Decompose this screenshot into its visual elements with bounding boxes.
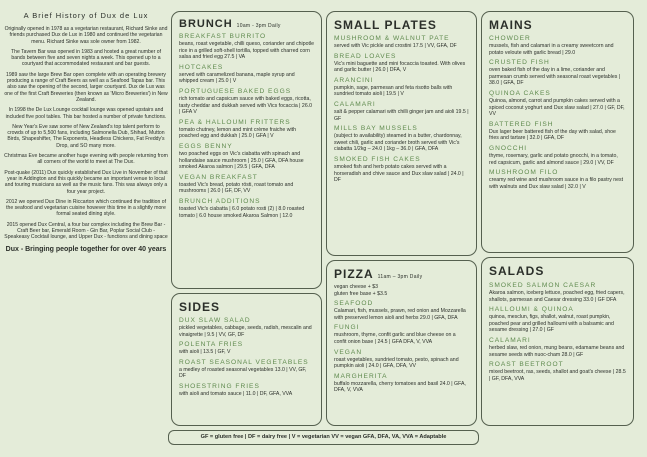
menu-item: CHOWDER mussels, fish and calamari in a creamy sweetcorn and potato veloute with garlic bread | 29.0 [489, 35, 614, 56]
brunch-section [171, 11, 322, 289]
history-paragraph: New Year's Eve saw some of New Zealand's top talent perform to crowds of up to 5,500 fans, including Salmonella Dub, Shihad, Mutton Birds, Shapeshifter, The Exponents, Headless Chickens, Fat Freddy's Drop, and SO many more. [7, 123, 165, 149]
history-footer: Dux - Bringing people together for over 40 years [5, 245, 167, 253]
history-panel [4, 6, 168, 450]
menu-item: MARGHERITA buffalo mozzarella, cherry tomatoes and basil 24.0 | GFA, DFA, V, VVA [334, 372, 466, 394]
menu-item: QUINOA CAKES Quinoa, almond, carrot and pumpkin cakes served with a spiced coconut yoghurt and Dux slaw salad | 27.0 | GF, DF, VV [489, 89, 625, 118]
menu-item: MUSHROOM & WALNUT PATE served with Vic pickle and crostini 17.5 | VV, GFA, DF [334, 35, 457, 49]
brunch-title: BRUNCH 10am - 3pm Daily [179, 18, 281, 30]
history-paragraph: Originally opened in 1978 as a vegetarian restaurant, Richard Sinke and friends purchased Dux de Lux in 1980 and continued the vegetarian menu. Richard Sinke was sole owner from 1982. [4, 26, 168, 45]
menu-item: HALLOUMI & QUINOA quinoa, mesclun, figs, shallot, walnut, roast pumpkin, poached pear and grilled halloumi with a balsamic and sesame dressing | 27.0 | GF [489, 306, 614, 334]
menu-item: VEGAN roast vegetables, sundried tomato, pesto, spinach and pumpkin aioli | 24.0 | GFA, DFA, VV [334, 348, 459, 370]
menu-item: EGGS BENNY two poached eggs on Vic's ciabatta with spinach and hollandaise sauce mushroom | 25.0 | GFA, DFA house smoked Akaroa salmon | 29.5 | GFA, DFA [179, 142, 304, 171]
salads-title: SALADS [489, 264, 545, 278]
small-plates-title: SMALL PLATES [334, 18, 437, 32]
menu-item: SMOKED SALMON CAESAR Akaroa salmon, iceberg lettuce, poached egg, fried capers, shallots, parmesan and Caesar dressing 33.0 | GF DFA [489, 282, 625, 303]
history-paragraph: 2015 opened Dux Central, a four bar complex including the Brew Bar - Craft Beer bar, Emerald Room - Gin Bar, Poplar Social Club - Speakeasy Cocktail lounge, and Upper Dux - functions and dining space [4, 221, 168, 241]
mains-title: MAINS [489, 18, 533, 32]
menu-item: PEA & HALLOUMI FRITTERS tomato chutney, lemon and mint crème fraiche with poached egg and dukkah | 25.0 | GFA | V [179, 118, 296, 140]
history-paragraph: Christmas Eve became another huge evening with people returning from all corners of the world to meet at The Dux. [4, 153, 168, 166]
pizza-option: gluten free base + $3.5 [334, 290, 388, 297]
menu-item: BATTERED FISH Dux lager beer battered fish of the day with salad, shoe fries and tartare | 32.0 | GFA, DF [489, 120, 616, 142]
history-paragraph: 2012 we opened Dux Dine in Riccarton which continued the tradition of the seafood and vegetarian cuisine however this time in a slightly more formal seated dining style. [6, 198, 166, 218]
history-text [4, 26, 168, 241]
brunch-hours: 10am - 3pm Daily [236, 23, 281, 29]
sides-title: SIDES [179, 300, 221, 314]
menu-item: FUNGI mushroom, thyme, confit garlic and blue cheese on a confit onion base | 24.5 | GFA DFA, V, VVA [334, 324, 456, 345]
menu-item: MUSHROOM FILO creamy red wine and mushroom sauce in a filo pastry nest with walnuts and Dux slaw salad | 32.0 | V [489, 169, 624, 190]
salads-section [481, 257, 634, 426]
history-paragraph: Post-quake (2011) Dux quickly established Dux Live in November of that year in Addington and this quickly became an important venue to local and touring musicians as well as the music fans. This was always only a four year project. [4, 169, 168, 195]
menu-item: VEGAN BREAKFAST toasted Vic's bread, potato rösti, roast tomato and mushrooms | 26.0 | GF, DF, VV [179, 173, 294, 195]
menu-item: GNOCCHI thyme, rosemary, garlic and potato gnocchi, in a tomato, red capsicum, garlic and almond sauce | 29.0 | VV, DF [489, 144, 618, 166]
menu-item: POLENTA FRIES with aioli | 13.5 | GF, V [179, 341, 244, 356]
small-plates-section [326, 11, 477, 256]
menu-item: ROAST SEASONAL VEGETABLES a medley of roasted seasonal vegetables 13.0 | VV, GF, DF [179, 358, 309, 380]
menu-item: HOTCAKES served with caramelized banana, maple syrup and whipped cream | 25.0 | V [179, 63, 295, 85]
menu-item: ROAST BEETROOT mixed beetroot, ras, seeds, shallot and goat's cheese | 28.5 | GF, DFA, VVA [489, 361, 626, 382]
history-title: A Brief History of Dux de Lux [23, 11, 149, 20]
menu-item: SHOESTRING FRIES with aioli and tomato sauce | 11.0 | DF, GFA, VVA [179, 382, 293, 397]
mains-section [481, 11, 634, 253]
pizza-section [326, 260, 477, 426]
menu-item: PORTUGUESE BAKED EGGS rich tomato and capsicum sauce with baked eggs, ricotta, tasty cheddar and dukkah served with Vics focaccia | 26.0 | GFA V [179, 87, 313, 116]
history-paragraph: The Tavern Bar was opened in 1983 and hosted a great number of bands between five and seven nights a week. This opened up to a courtyard that accommodated restaurant and bar guests. [11, 48, 161, 68]
menu-item: CALAMARI salt & pepper calamari with chilli ginger jam and aioli 19.5 | GF [334, 100, 469, 122]
menu-item: BREAKFAST BURRITO beans, roast vegetable, chilli queso, coriander and chipotle rice in a grilled soft-shell tortilla, topped with charred corn salsa and fried egg 27.5 | VA [179, 33, 314, 61]
menu-item: CRUSTED FISH oven baked fish of the day in a lime, coriander and parmesan crumb served with seasonal roast vegetables | 38.0 | GFA, DF [489, 59, 621, 87]
menu-item: BRUNCH ADDITIONS toasted Vic's ciabatta | 6.0 potato rosti (2) | 8.0 roasted tomato | 6.0 house smoked Akaroa Salmon | 12.0 [179, 197, 305, 219]
menu-item: SEAFOOD Calamari, fish, mussels, prawn, red onion and Mozzarella with preserved lemon aioli and herbs 29.0 | GFA, DFA [334, 300, 466, 321]
menu-item: BREAD LOAVES Vic's mini baguette and mini focaccia toasted. With olives and garlic butter | 26.0 | DFA, V [334, 52, 466, 74]
menu-item: MILLS BAY MUSSELS (subject to availability) steamed in a butter, chardonnay, sweet chili, garlic and coriander broth served with Vic's ciabatta 1/2kg – 24.0 | 1kg – 36.0 | GFA, DFA [334, 125, 462, 153]
menu-item: CALAMARI herbed slaw, red onion, mung beans, edamame beans and sesame seeds with nuoc-cham 28.0 | GF [489, 336, 625, 358]
history-paragraph: 1989 saw the large Brew Bar open complete with an operating brewery producing a range of Craft Beers as well as a Seafood Tapas bar. This also saw the opening of the second, larger courtyard. Dux de Lux was one of the first Craft Breweries (then known as 'Micro Breweries') in New Zealand. [4, 71, 168, 103]
menu-item: DUX SLAW SALAD pickled vegetables, cabbage, seeds, radish, mescalin and vinaigrette | 9.5 | VV, GF, DF [179, 317, 312, 338]
pizza-option: vegan cheese + $3 [334, 284, 378, 290]
pizza-title: PIZZA 11am – 3pm Daily [334, 267, 423, 281]
history-paragraph: In 1998 the De Lux Lounge cocktail lounge was opened upstairs and included five pool tables. This bar hosted a number of private functions. [5, 107, 167, 120]
dietary-legend: GF = gluten free | DF = dairy free | V = vegetarian VV = vegan GFA, DFA, VA, VVA = Adaptable [168, 430, 479, 445]
menu-item: ARANCINI pumpkin, sage, parmesan and feta risotto balls with sundried tomato aioli | 19.5 | V [334, 76, 453, 98]
pizza-hours: 11am – 3pm Daily [377, 274, 423, 280]
menu-item: SMOKED FISH CAKES smoked fish and herb potato cakes served with a horseradish and chive sauce and Dux slaw salad | 24.0 | DF [334, 155, 464, 184]
sides-section [171, 293, 322, 426]
